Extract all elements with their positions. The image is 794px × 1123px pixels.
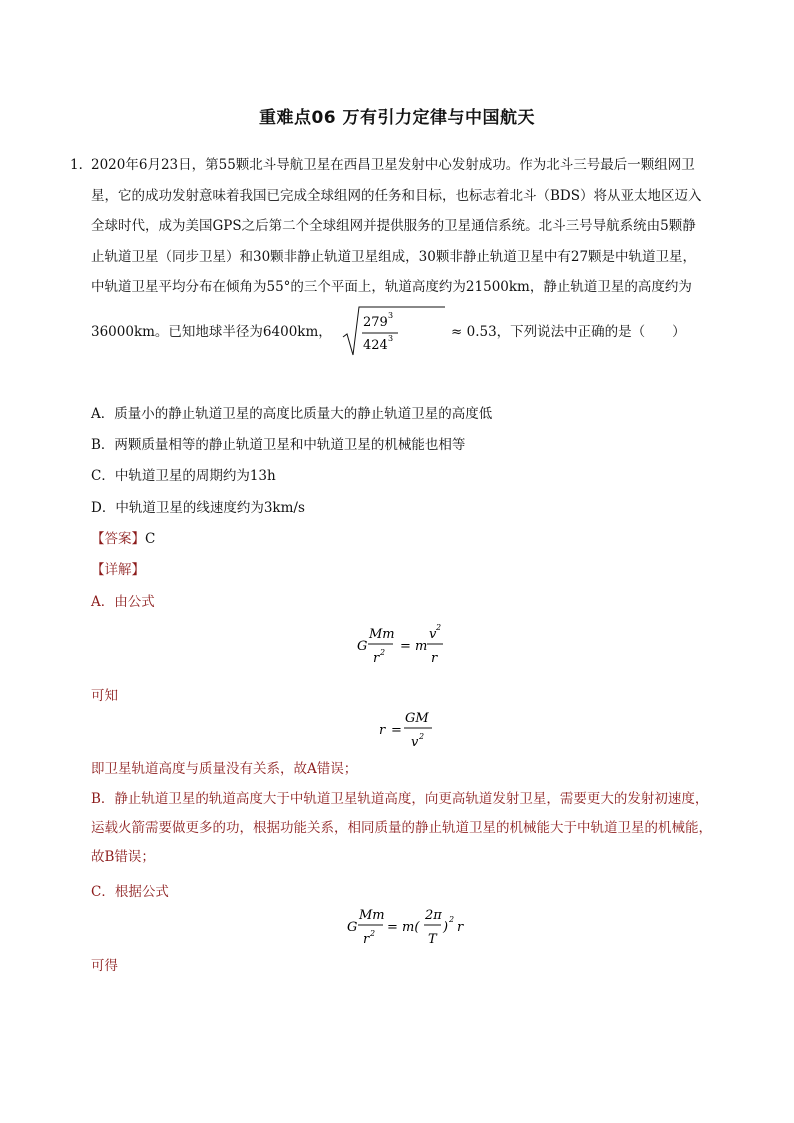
- answer-line: [91, 527, 155, 547]
- formula-exponent: 2: [419, 732, 425, 741]
- question-number: 1．: [70, 157, 93, 173]
- formula-symbol: G: [347, 920, 358, 935]
- radical-denominator: 424: [363, 337, 388, 353]
- radical-den-exponent: 3: [388, 333, 394, 343]
- section-b-paragraph: [91, 785, 731, 872]
- kede-label: 可得: [91, 958, 118, 974]
- formula-period: [345, 904, 470, 952]
- formula-numerator: Mm: [359, 908, 385, 923]
- formula-symbol: r: [457, 920, 464, 935]
- formula-denominator: r: [363, 932, 370, 947]
- formula-exponent: 2: [380, 648, 386, 657]
- formula-equals: =: [400, 639, 411, 654]
- formula-denominator: v: [411, 735, 419, 750]
- radical-expression: [341, 303, 447, 359]
- paragraph-line: 故B错误；: [91, 849, 155, 865]
- stem-line-with-radical: [91, 303, 730, 361]
- option-c: C．中轨道卫星的周期约为13h: [91, 468, 276, 484]
- formula-paren: ): [443, 920, 449, 935]
- question-1: [70, 150, 730, 361]
- paragraph-line: 运载火箭需要做更多的功，根据功能关系，相同质量的静止轨道卫星的机械能大于中轨道卫星的机械能，: [91, 820, 712, 836]
- option-b: B．两颗质量相等的静止轨道卫星和中轨道卫星的机械能也相等: [91, 437, 466, 453]
- formula-radius: [375, 704, 445, 752]
- formula-equals: = m(: [387, 920, 420, 935]
- formula-symbol: m: [415, 639, 428, 654]
- option-d: D．中轨道卫星的线速度约为3km/s: [91, 500, 305, 516]
- formula-denominator: r: [431, 651, 438, 666]
- stem-text: ≈ 0.53，下列说法中正确的是（ ）: [451, 323, 686, 340]
- stem-line: 星，它的成功发射意味着我国已完成全球组网的任务和目标，也标志着北斗（BDS）将从亚太地区迈入: [91, 187, 702, 204]
- section-a-conclusion: 即卫星轨道高度与质量没有关系，故A错误；: [91, 761, 358, 777]
- formula-denominator: T: [428, 932, 437, 947]
- formula-denominator: r: [373, 651, 380, 666]
- formula-numerator: v: [429, 627, 437, 642]
- formula-equals: =: [391, 723, 402, 738]
- radical-num-exponent: 3: [388, 310, 394, 320]
- formula-exponent: 2: [449, 915, 455, 924]
- section-c-intro: C．根据公式: [91, 884, 169, 900]
- formula-gravitation-centripetal: [355, 620, 465, 668]
- formula-exponent: 2: [436, 623, 442, 632]
- formula-symbol: G: [357, 639, 368, 654]
- stem-text: 36000km。已知地球半径为6400km，: [91, 323, 332, 340]
- formula-numerator: 2π: [425, 908, 442, 923]
- explain-label: 【详解】: [91, 562, 145, 578]
- formula-numerator: Mm: [369, 627, 395, 642]
- stem-line: 全球时代，成为美国GPS之后第二个全球组网并提供服务的卫星通信系统。北斗三号导航系统由5颗静: [91, 218, 696, 234]
- option-a: A．质量小的静止轨道卫星的高度比质量大的静止轨道卫星的高度低: [91, 406, 493, 422]
- answer-value: C: [145, 531, 156, 547]
- paragraph-line: B．静止轨道卫星的轨道高度大于中轨道卫星轨道高度，向更高轨道发射卫星，需要更大的发射初速度，: [91, 791, 709, 807]
- stem-line: 中轨道卫星平均分布在倾角为55°的三个平面上，轨道高度约为21500km，静止轨道卫星的高度约为: [91, 279, 692, 295]
- answer-label: 【答案】: [91, 531, 145, 547]
- stem-line: 2020年6月23日，第55颗北斗导航卫星在西昌卫星发射中心发射成功。作为北斗三号最后一颗组网卫: [91, 157, 695, 173]
- formula-symbol: r: [379, 723, 386, 738]
- keji-label: 可知: [91, 688, 118, 704]
- question-stem: [91, 150, 730, 361]
- formula-numerator: GM: [405, 711, 429, 726]
- page-title: 重难点06 万有引力定律与中国航天: [258, 108, 536, 128]
- radical-numerator: 279: [363, 314, 388, 330]
- stem-line: 止轨道卫星（同步卫星）和30颗非静止轨道卫星组成，30颗非静止轨道卫星中有27颗是中轨道卫星，: [91, 248, 697, 265]
- section-a-intro: A．由公式: [91, 594, 155, 610]
- formula-exponent: 2: [370, 929, 376, 938]
